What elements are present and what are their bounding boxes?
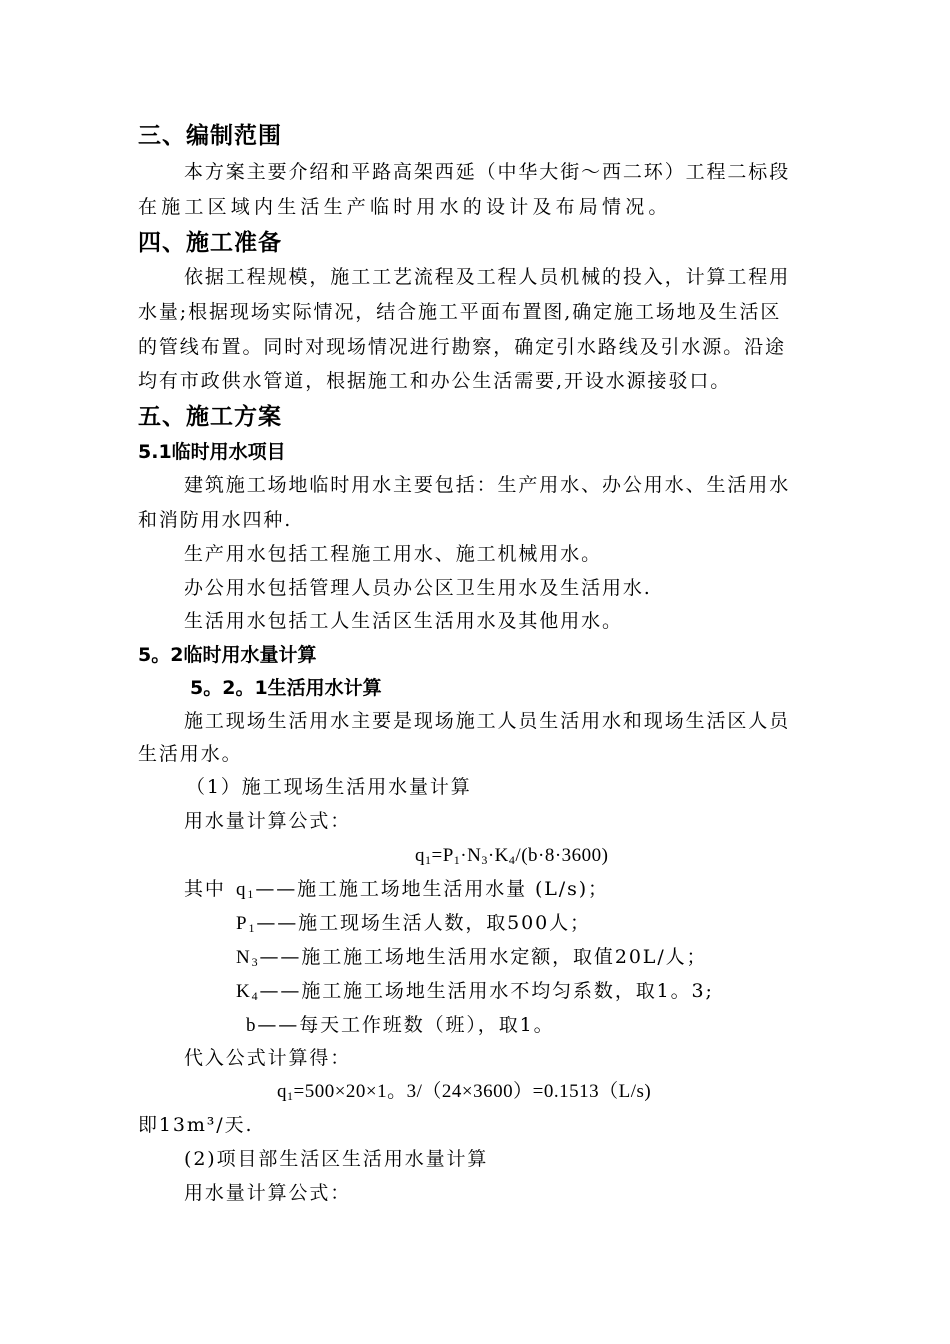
formula-k-sub: 4 <box>508 853 516 867</box>
calc-rest: =500×20×1。3/（24×3600）=0.1513（L/s) <box>293 1081 652 1102</box>
formula-label-2: 用水量计算公式： <box>184 1182 352 1204</box>
formula-n-sub: 3 <box>481 853 488 867</box>
formula-p-sub: 1 <box>453 853 461 867</box>
formula-label: 用水量计算公式： <box>184 810 352 832</box>
definition-b <box>246 1016 555 1035</box>
section-5-1-para-line-1: 建筑施工场地临时用水主要包括：生产用水、办公用水、生活用水 <box>184 474 791 496</box>
definition-subscript: 1 <box>248 921 257 935</box>
section-4-heading: 四、施工准备 <box>138 230 282 256</box>
definition-text: ——施工施工场地生活用水量 (L/s)； <box>255 878 609 900</box>
definition-p1 <box>236 914 591 933</box>
section-5-1-para-line-2: 和消防用水四种. <box>138 509 293 531</box>
definition-subscript: 1 <box>247 887 256 901</box>
formula-eq: =P <box>431 845 454 866</box>
section-4-para-line-1: 依据工程规模，施工工艺流程及工程人员机械的投入，计算工程用 <box>184 266 791 288</box>
calc-result: 即13m³/天. <box>138 1114 254 1136</box>
formula-tail: /(b·8·3600) <box>515 845 609 866</box>
section-5-2-1-para-line-2: 生活用水。 <box>138 743 243 765</box>
item-2-heading: (2)项目部生活区生活用水量计算 <box>184 1148 489 1170</box>
definition-text: ——施工现场生活人数，取500人； <box>256 912 591 934</box>
section-5-1-para-2: 生产用水包括工程施工用水、施工机械用水。 <box>184 543 603 565</box>
section-5-1-para-4: 生活用水包括工人生活区生活用水及其他用水。 <box>184 610 623 632</box>
section-3-para-line-2: 在施工区域内生活生产临时用水的设计及布局情况。 <box>138 196 672 218</box>
section-3-heading: 三、编制范围 <box>138 123 282 149</box>
section-4-para-line-3: 的管线布置。同时对现场情况进行勘察，确定引水路线及引水源。沿途 <box>138 336 786 358</box>
definition-symbol: K <box>236 981 252 1002</box>
calc-label: 代入公式计算得： <box>184 1047 352 1069</box>
section-5-heading: 五、施工方案 <box>138 404 282 430</box>
definition-symbol: N <box>236 947 252 968</box>
formula <box>415 846 609 865</box>
section-5-2-1-para-line-1: 施工现场生活用水主要是现场施工人员生活用水和现场生活区人员 <box>184 710 791 732</box>
definition-k4 <box>236 982 714 1001</box>
subsection-5-2-heading: 5。2临时用水量计算 <box>138 644 317 666</box>
section-5-1-para-3: 办公用水包括管理人员办公区卫生用水及生活用水. <box>184 577 652 599</box>
where-prefix: 其中 <box>184 878 226 900</box>
calc-q-sub: 1 <box>287 1089 294 1103</box>
subsection-5-1-heading: 5.1临时用水项目 <box>138 441 286 463</box>
formula-q: q <box>415 845 425 866</box>
section-4-para-line-2: 水量;根据现场实际情况，结合施工平面布置图,确定施工场地及生活区 <box>138 301 782 323</box>
definition-symbol: q <box>236 879 248 900</box>
item-1-heading: （1）施工现场生活用水量计算 <box>186 776 472 798</box>
calc-formula <box>277 1082 651 1101</box>
definition-subscript: 4 <box>251 989 260 1003</box>
definition-text: ——每天工作班数（班），取1。 <box>257 1014 555 1036</box>
definition-text: ——施工施工场地生活用水定额，取值20L/人； <box>259 946 708 968</box>
definition-n3 <box>236 948 707 967</box>
formula-q-sub: 1 <box>425 853 432 867</box>
definition-subscript: 3 <box>251 955 260 969</box>
formula-mid-2: ·K <box>487 845 509 866</box>
definition-symbol: P <box>236 913 249 934</box>
section-4-para-line-4: 均有市政供水管道，根据施工和办公生活需要,开设水源接驳口。 <box>138 370 732 392</box>
definition-symbol: b <box>246 1015 258 1036</box>
calc-q: q <box>277 1081 287 1102</box>
definition-text: ——施工施工场地生活用水不均匀系数，取1。3; <box>259 980 714 1002</box>
definition-q1 <box>236 880 609 899</box>
section-3-para-line-1: 本方案主要介绍和平路高架西延（中华大街～西二环）工程二标段 <box>184 161 791 183</box>
formula-mid-1: ·N <box>460 845 482 866</box>
subsection-5-2-1-heading: 5。2。1生活用水计算 <box>190 677 382 699</box>
